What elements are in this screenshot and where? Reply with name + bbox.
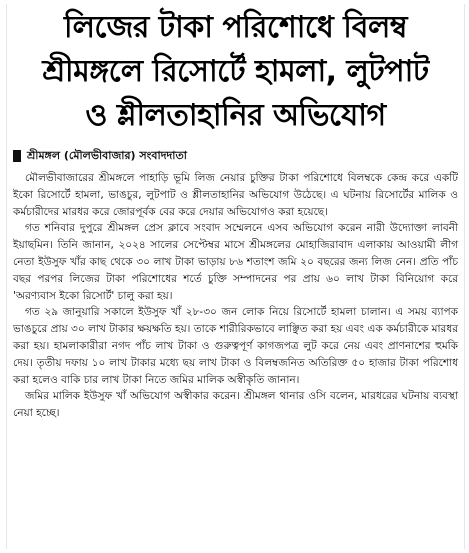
headline-line-2: শ্রীমঙ্গলে রিসোর্টে হামলা, লুটপাট [42, 54, 429, 89]
headline-line-3: ও শ্লীলতাহানির অভিযোগ [85, 98, 386, 133]
paragraph: মৌলভীবাজারের শ্রীমঙ্গলে পাহাড়ি ভূমি লিজ নেয়ার চুক্তির টাকা পরিশোধে বিলম্বকে কেন্দ্র করে একটি ইকো রিসোর্টে হামলা, ভাঙচুর, লুটপাট ও শ্লীলতাহানির অভিযোগ উঠেছে। এ ঘটনায় রিসোর্টের মালিক ও কর্মচারীদের মারধর করে জোরপূর্বক বের করে দেয়ার অভিযোগও করা হয়েছে। [13, 172, 458, 218]
paragraph: জমির মালিক ইউসুফ খাঁ অভিযোগ অস্বীকার করেন। শ্রীমঙ্গল থানার ওসি বলেন, মারধরের ঘটনায় ব্যবস্থা নেয়া হচ্ছে। [13, 390, 458, 420]
headline [7, 6, 464, 138]
headline-line-1: লিজের টাকা পরিশোধে বিলম্ব [63, 10, 408, 45]
byline-text: শ্রীমঙ্গল (মৌলভীবাজার) সংবাদদাতা [27, 148, 187, 162]
paragraph: গত ২৯ জানুয়ারি সকালে ইউসুফ খাঁ ২৮-৩০ জন লোক নিয়ে রিসোর্টে হামলা চালান। এ সময় ব্যাপক ভাঙচুরে প্রায় ৩০ লাখ টাকার ক্ষয়ক্ষতি হয়। তাকে শারীরিকভাবে লাঞ্ছিত করা হয় এবং এক কর্মচারীকে মারধর করা হয়। হামলাকারীরা নগদ পাঁচ লাখ টাকা ও গুরুত্বপূর্ণ কাগজপত্র লুট করে নেয় এবং প্রাণনাশের হুমকি দেয়। তৃতীয় দফায় ১০ লাখ টাকার মধ্যে ছয় লাখ টাকা ও বিলম্বজনিত অতিরিক্ত ৫০ হাজার টাকা পরিশোধ করা হলেও বাকি চার লাখ টাকা নিতে জমির মালিক অস্বীকৃতি জানান। [13, 306, 458, 386]
article-body [7, 170, 464, 422]
news-clipping [6, 4, 465, 549]
byline-marker [13, 150, 21, 162]
byline [7, 146, 464, 166]
paragraph: গত শনিবার দুপুরে শ্রীমঙ্গল প্রেস ক্লাবে সংবাদ সম্মেলনে এসব অভিযোগ করেন নারী উদ্যোক্তা লাবনী ইয়াছমিন। তিনি জানান, ২০২৪ সালের সেপ্টেম্বর মাসে শ্রীমঙ্গলের মোহাজিরাবাদ এলাকায় আওয়ামী লীগ নেতা ইউসুফ খাঁর কাছ থেকে ৩০ লাখ টাকা ভাড়ায় ৮৬ শতাংশ জমি ২০ বছরের জন্য লিজ নেন। প্রতি পাঁচ বছর পরপর লিজের টাকা পরিশোধের শর্তে চুক্তি সম্পাদনের পর প্রায় ৬০ লাখ টাকা বিনিয়োগ করে 'অরণ্যবাস ইকো রিসোর্ট' চালু করা হয়। [13, 222, 458, 302]
